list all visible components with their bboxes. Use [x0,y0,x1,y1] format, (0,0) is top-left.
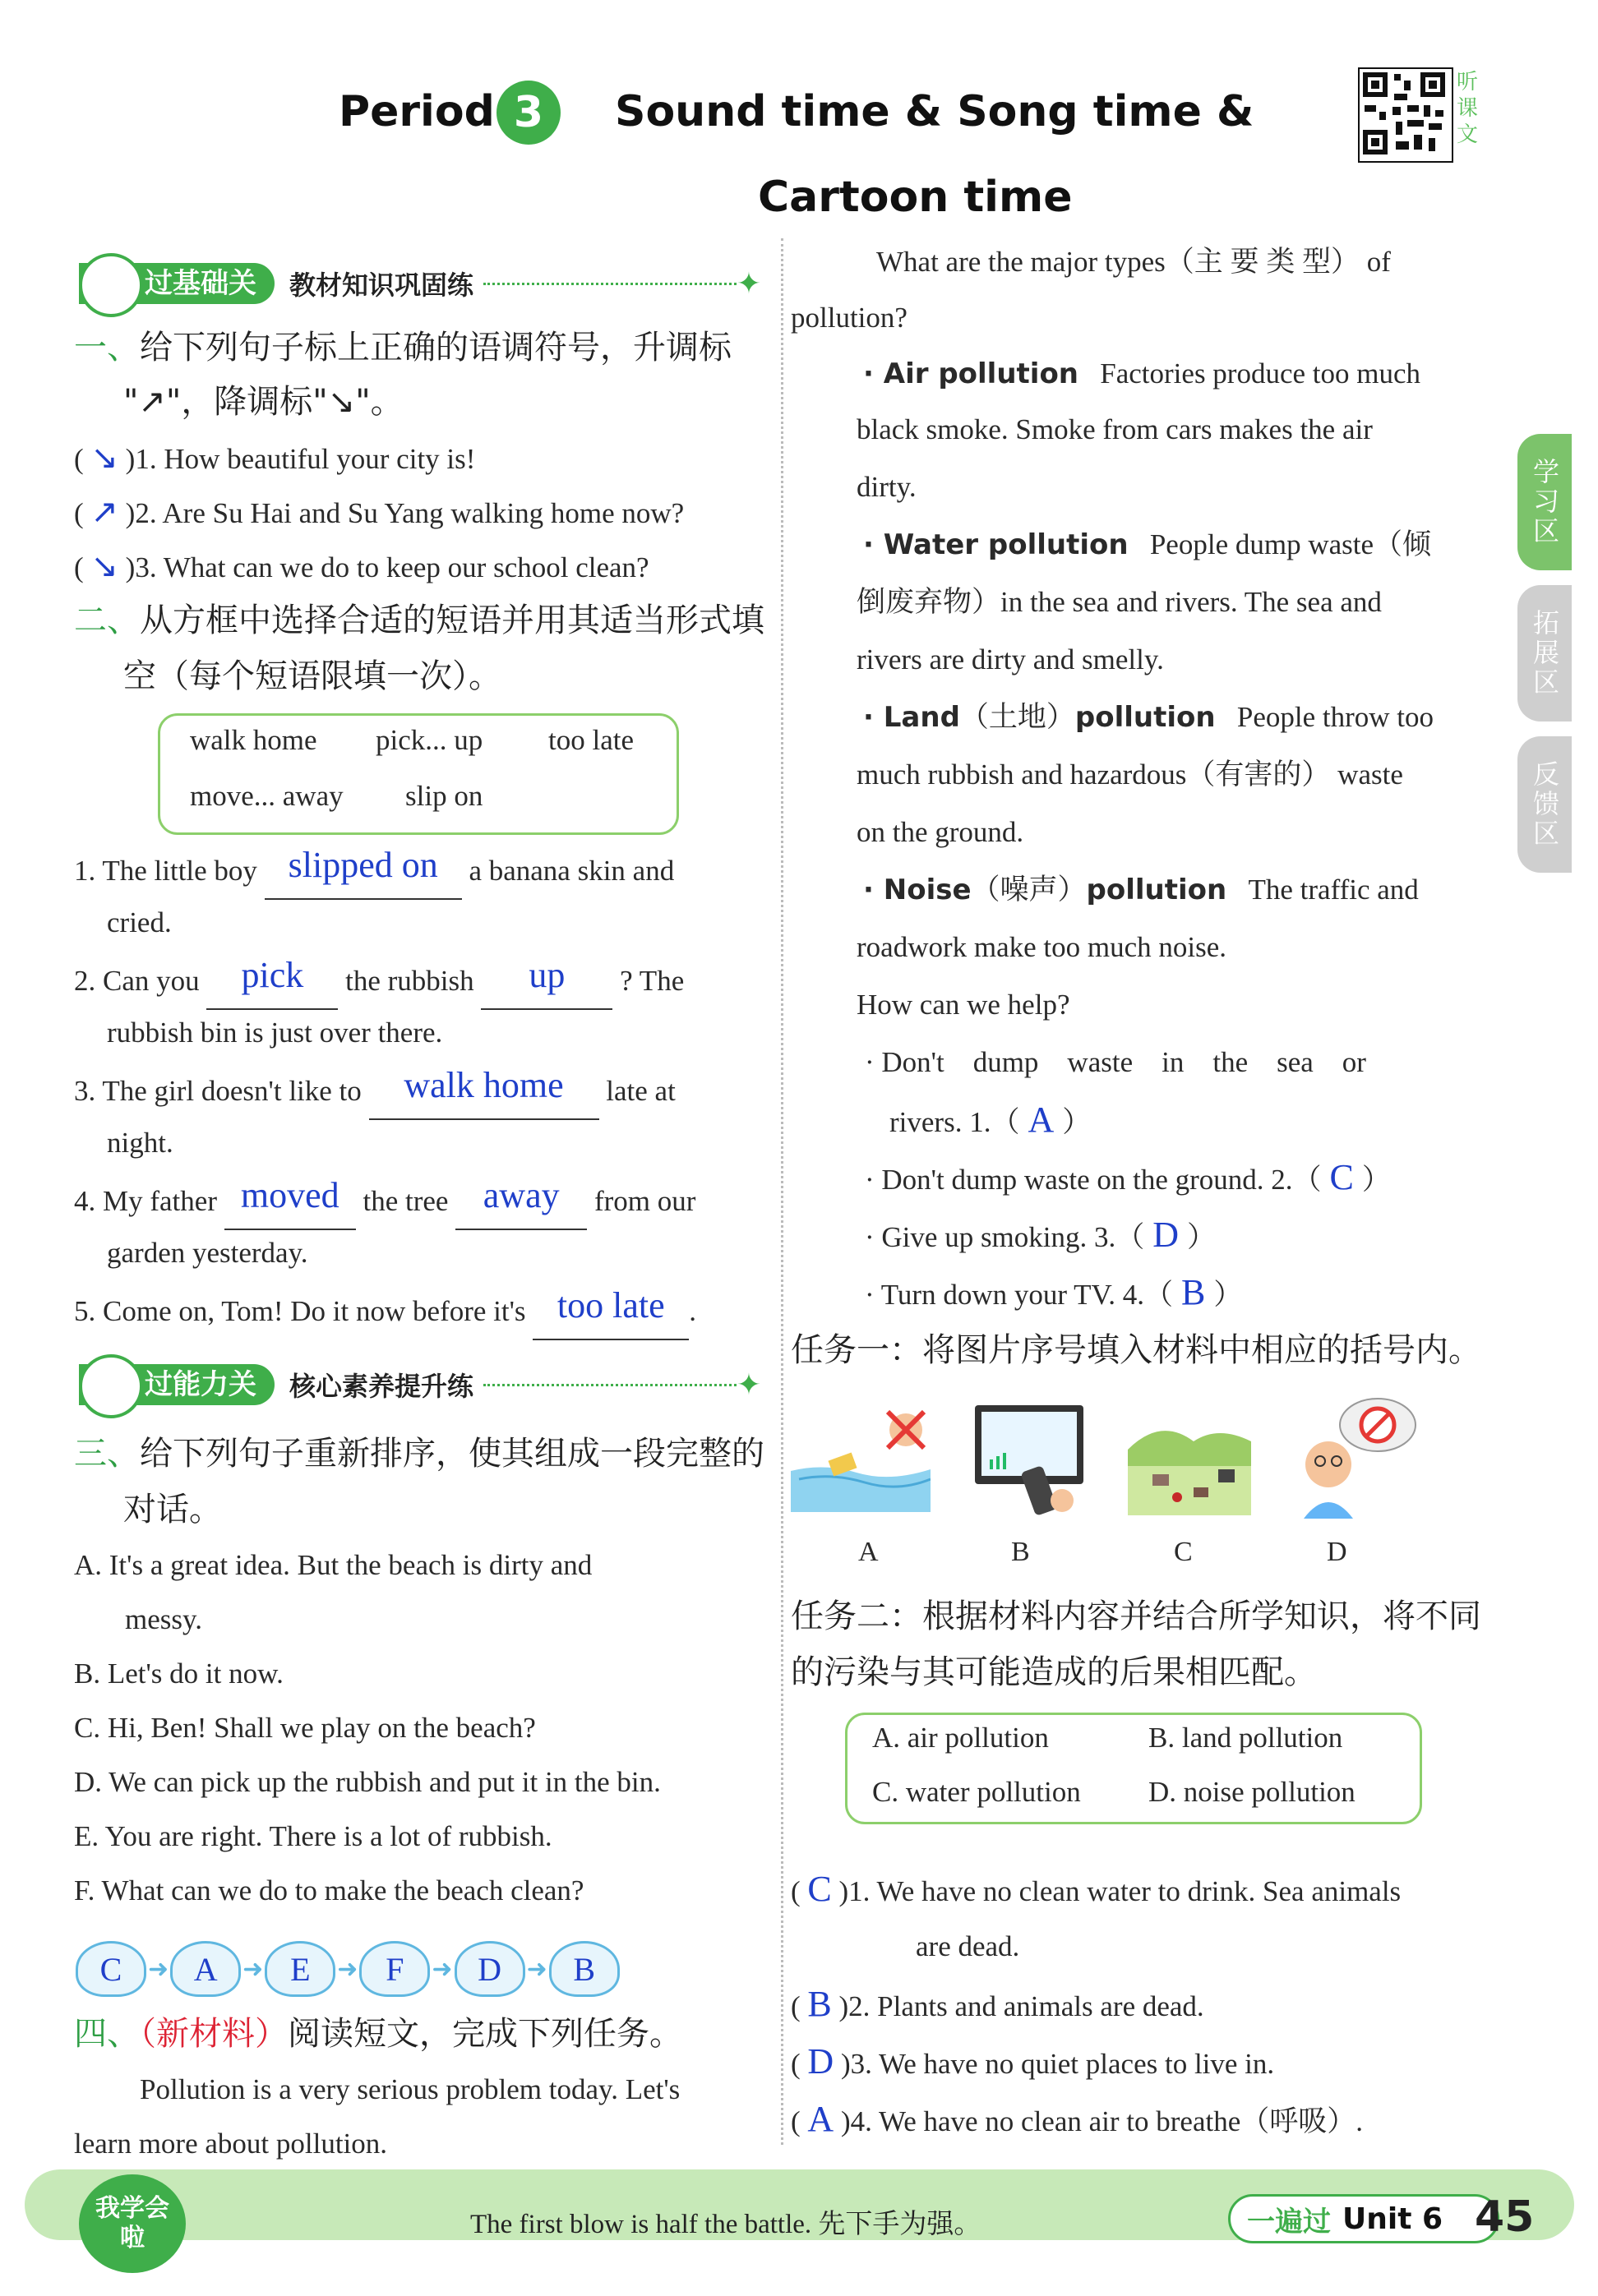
right-question-line1: What are the major types（主 要 类 型） of [876,246,1391,278]
match-item-4: ( A )4. We have no clean air to breathe（呼吸）. [791,2099,1363,2139]
match-item-1: ( C )1. We have no clean water to drink. Sea animals [791,1869,1402,1909]
part4-heading: 四、（新材料）阅读短文，完成下列任务。 [74,2015,682,2053]
star-icon: ✦ [736,266,761,301]
option-land: B. land pollution [1148,1722,1343,1754]
part2-heading: 二、从方框中选择合适的短语并用其适当形式填 [74,602,764,639]
phrase-move-away: move... away [190,780,344,812]
footer-unit: Unit 6 [1342,2201,1443,2236]
part4-para-line1: Pollution is a very serious problem today. Let's [140,2073,681,2105]
tab-study-area[interactable]: 学习区 [1517,434,1572,570]
part3-option-a: A. It's a great idea. But the beach is dirty and [74,1549,593,1581]
page-header [0,0,1598,238]
footer-motto: The first blow is half the battle. 先下手为强。 [470,2210,981,2239]
part2-q1-cont: cried. [107,906,172,938]
part2-q4-cont: garden yesterday. [107,1237,308,1269]
phrase-too-late: too late [548,724,634,756]
task2-instruction-line2: 的污染与其可能造成的后果相匹配。 [791,1653,1317,1691]
match-item-3: ( D )3. We have no quiet places to live in. [791,2041,1275,2082]
how-can-we-help: How can we help? [857,989,1070,1021]
help-item-2: · Don't dump waste on the ground. 2.（ C ） [865,1157,1391,1197]
part2-heading-line2: 空（每个短语限填一次）。 [123,657,501,695]
answer-blank: too late [533,1282,689,1340]
part2-q4: 4. My father moved the tree away from our [74,1172,764,1230]
answer-blank: moved [224,1172,356,1230]
section-basic-sub: 教材知识巩固练 [289,270,474,301]
water-pollution-line1: · Water pollution People dump waste（倾 [863,528,1432,561]
order-shell-5: D [455,1941,525,1997]
tab-extend-area[interactable]: 拓展区 [1517,585,1572,722]
title-line-2: Cartoon time [758,173,1073,222]
part3-option-a-cont: messy. [125,1603,202,1635]
qr-code[interactable] [1358,67,1453,163]
part3-option-d: D. We can pick up the rubbish and put it in the bin. [74,1766,661,1798]
footer-badge: 我学会啦 [79,2174,186,2273]
picture-label-b: B [1011,1537,1030,1567]
arrow-right-icon: ➜ [242,1954,264,1984]
part3-option-e: E. You are right. There is a lot of rubbish. [74,1820,552,1852]
section-basic-label: 过基础关 [79,263,275,304]
page-number: 45 [1475,2192,1535,2242]
part3-option-c: C. Hi, Ben! Shall we play on the beach? [74,1712,536,1744]
title-line-1: Sound time & Song time & [615,87,1254,136]
frog-mascot-icon [79,253,143,317]
help-item-1: · Don't dump waste in the sea or [865,1046,1366,1078]
part3-heading: 三、给下列句子重新排序，使其组成一段完整的 [74,1435,764,1473]
part2-q1: 1. The little boy slipped on a banana skin and [74,841,764,900]
answer-blank: away [455,1172,587,1230]
frog-mascot-icon [79,1354,143,1418]
picture-label-c: C [1174,1537,1193,1567]
water-pollution-line3: rivers are dirty and smelly. [857,643,1164,675]
air-pollution-line3: dirty. [857,471,917,503]
part1-item-3: ( ↘ )3. What can we do to keep our school clean? [74,547,649,584]
part2-q2-cont: rubbish bin is just over there. [107,1017,443,1049]
noise-pollution-line2: roadwork make too much noise. [857,931,1227,963]
phrase-box [158,713,679,835]
section-ability-banner [79,1364,761,1405]
help-item-3: · Give up smoking. 3.（ D ） [865,1215,1217,1255]
footer-brand: 一遍过 [1247,2205,1331,2238]
land-pollution-line1: · Land（土地）pollution People throw too [863,701,1434,734]
picture-c [1128,1408,1251,1515]
order-shell-3: E [265,1941,335,1997]
part2-q3-cont: night. [107,1127,173,1159]
right-question-line2: pollution? [791,302,908,334]
arrow-right-icon: ➜ [432,1954,453,1984]
picture-d [1287,1395,1419,1519]
qr-code-icon [1360,69,1448,158]
order-chain [76,1936,667,2002]
answer-blank: pick [206,952,338,1010]
help-item-1-cont: rivers. 1.（ A ） [889,1100,1092,1140]
phrase-walk-home: walk home [190,724,317,756]
task2-instruction-line1: 任务二：根据材料内容并结合所学知识，将不同 [791,1598,1481,1635]
star-icon: ✦ [736,1367,761,1402]
phrase-slip-on: slip on [405,780,483,812]
part4-para-line2: learn more about pollution. [74,2128,388,2160]
period-number-badge: 3 [496,81,561,145]
match-item-1-cont: are dead. [916,1930,1020,1962]
part1-item-2: ( ↗ )2. Are Su Hai and Su Yang walking home now? [74,493,685,530]
picture-a [791,1397,931,1512]
phrase-pick-up: pick... up [376,724,483,756]
order-shell-4: F [359,1941,430,1997]
part1-item-1: ( ↘ )1. How beautiful your city is! [74,439,476,476]
answer-blank: slipped on [265,841,462,900]
arrow-right-icon: ➜ [148,1954,169,1984]
section-basic-banner [79,263,761,304]
tv-remote-illustration-icon [972,1402,1087,1517]
no-smoking-man-illustration-icon [1287,1395,1419,1519]
picture-label-a: A [858,1537,879,1567]
part1-heading: 一、给下列句子标上正确的语调符号，升调标 [74,329,732,367]
column-divider [781,238,783,2145]
answer-blank: up [481,952,612,1010]
arrow-right-icon: ➜ [337,1954,358,1984]
part1-heading-line2: "↗"，降调标"↘"。 [123,383,404,421]
section-ability-label: 过能力关 [79,1364,275,1405]
water-pollution-line2: 倒废弃物）in the sea and rivers. The sea and [857,586,1382,618]
part3-option-b: B. Let's do it now. [74,1657,284,1690]
match-item-2: ( B )2. Plants and animals are dead. [791,1984,1204,2024]
help-item-4: · Turn down your TV. 4.（ B ） [865,1272,1243,1312]
picture-b [972,1402,1087,1517]
water-dumping-illustration-icon [791,1397,931,1512]
part2-q2: 2. Can you pick the rubbish up ? The [74,952,764,1010]
part3-option-f: F. What can we do to make the beach clean? [74,1874,584,1906]
picture-label-d: D [1327,1537,1347,1567]
land-pollution-line2: much rubbish and hazardous（有害的） waste [857,758,1403,791]
task1-instruction: 任务一：将图片序号填入材料中相应的括号内。 [791,1331,1481,1369]
rubbish-field-illustration-icon [1128,1408,1251,1515]
order-shell-1: C [76,1941,146,1997]
period-word: Period [339,87,495,136]
option-noise: D. noise pollution [1148,1776,1356,1808]
order-shell-6: B [549,1941,620,1997]
part3-heading-line2: 对话。 [123,1491,222,1528]
tab-feedback-area[interactable]: 反馈区 [1517,736,1572,873]
arrow-right-icon: ➜ [526,1954,547,1984]
part2-q5: 5. Come on, Tom! Do it now before it's too late . [74,1282,764,1340]
part2-q3: 3. The girl doesn't like to walk home late at [74,1062,764,1120]
option-air: A. air pollution [872,1722,1049,1754]
footer-unit-pill [1228,2194,1499,2243]
answer-blank: walk home [369,1062,599,1120]
order-shell-2: A [170,1941,241,1997]
air-pollution-line1: · Air pollution Factories produce too much [863,357,1421,390]
section-ability-sub: 核心素养提升练 [289,1371,474,1402]
option-water: C. water pollution [872,1776,1081,1808]
listen-text-label: 听课文 [1457,70,1479,147]
noise-pollution-line1: · Noise（噪声）pollution The traffic and [863,874,1419,906]
air-pollution-line2: black smoke. Smoke from cars makes the air [857,413,1373,445]
pollution-options-box [845,1713,1422,1824]
land-pollution-line3: on the ground. [857,816,1024,848]
